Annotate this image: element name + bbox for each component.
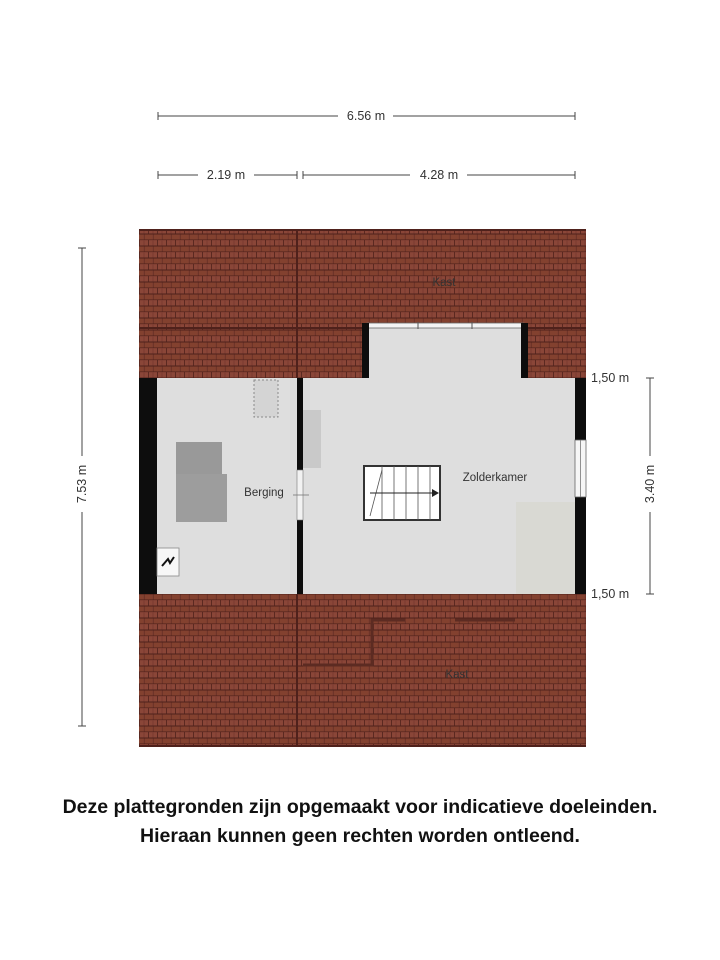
- dimension-right-width: [303, 168, 575, 182]
- disclaimer-line-2: Hieraan kunnen geen rechten worden ontleend.: [140, 825, 580, 847]
- dimension-total-depth-label: 7.53 m: [75, 464, 89, 504]
- dimension-left-width: [158, 168, 297, 182]
- radiator: [303, 410, 321, 468]
- room-label-zolderkamer: Zolderkamer: [462, 472, 528, 484]
- roof-bottom: [139, 594, 586, 746]
- built-in-cabinet: [516, 502, 575, 594]
- dimension-total-width-label: 6.56 m: [346, 109, 386, 123]
- dimension-middle-depth-label: 3.40 m: [643, 464, 657, 504]
- storage-boxes: [176, 442, 227, 522]
- dormer-window: [367, 322, 524, 329]
- room-label-kast-bottom: Kast: [445, 669, 469, 681]
- room-label-berging: Berging: [244, 487, 284, 499]
- roof-hatch: [254, 380, 278, 417]
- dimension-total-width: [158, 109, 575, 123]
- dimension-right-width-label: 4.28 m: [419, 168, 459, 182]
- dimension-middle-depth: [643, 378, 657, 594]
- height-label-upper: 1,50 m: [591, 371, 630, 385]
- dormer-floor: [367, 326, 524, 378]
- staircase: [364, 466, 440, 520]
- side-window: [575, 440, 586, 497]
- boiler-unit: [157, 548, 179, 576]
- dimension-total-depth: [75, 248, 89, 726]
- room-label-kast-top: Kast: [432, 277, 456, 289]
- disclaimer-line-1: Deze plattegronden zijn opgemaakt voor indicatieve doeleinden.: [62, 796, 658, 818]
- dimension-left-width-label: 2.19 m: [206, 168, 246, 182]
- height-label-lower: 1,50 m: [591, 587, 630, 601]
